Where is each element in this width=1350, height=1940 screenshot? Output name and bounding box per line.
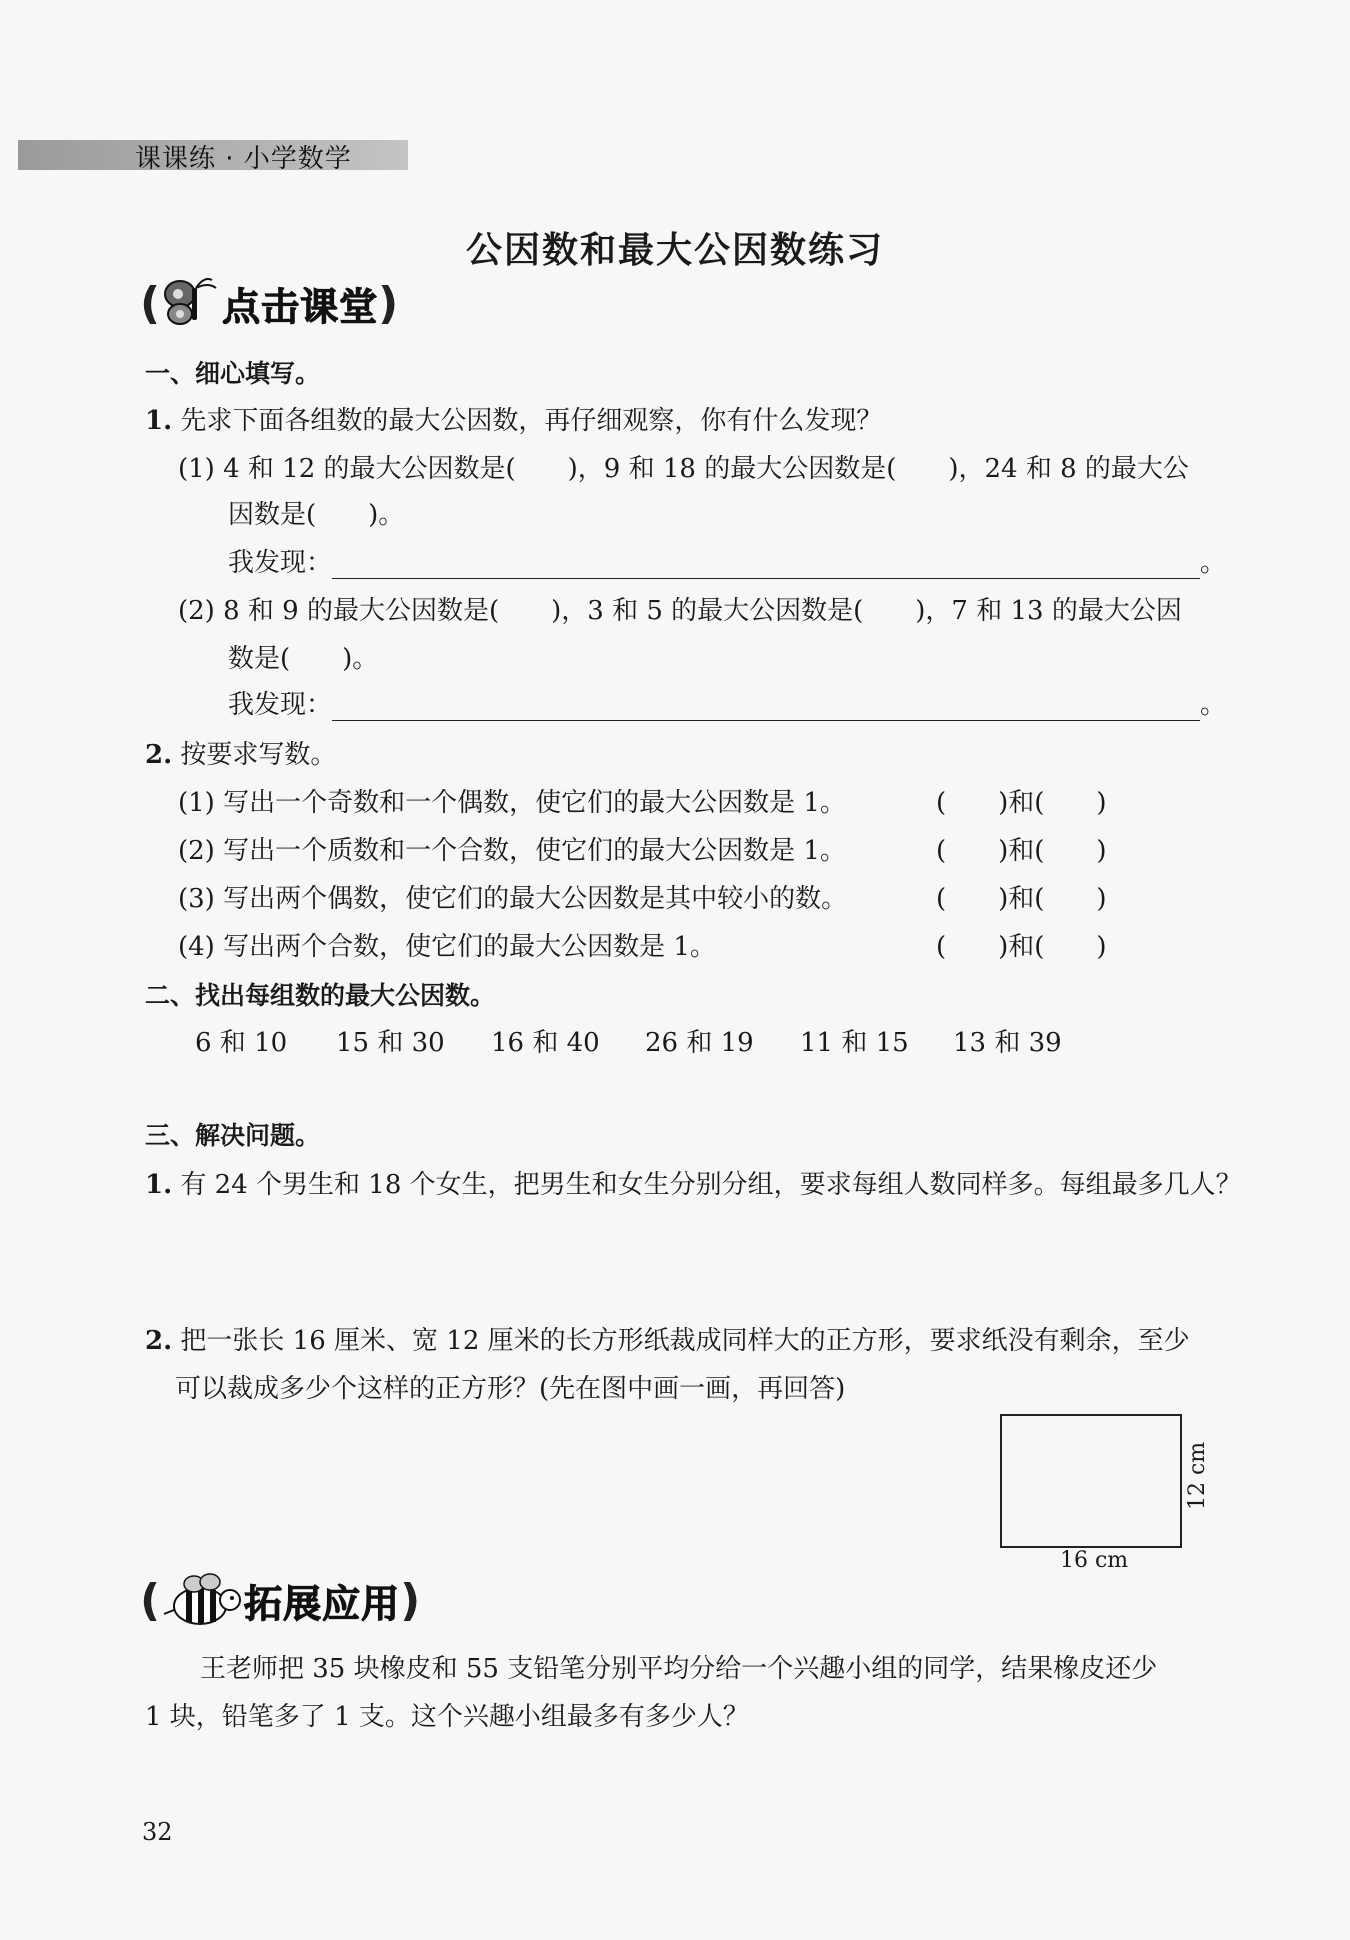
rect-width-label: 16 cm: [1060, 1548, 1129, 1573]
rect-height-label: 12 cm: [1185, 1441, 1210, 1510]
s1-q1-text: 先求下面各组数的最大公因数，再仔细观察，你有什么发现？: [180, 406, 883, 436]
s1-q1-p1-line1: (1) 4 和 12 的最大公因数是( )，9 和 18 的最大公因数是( )，24 和 8 的最大公: [178, 454, 1189, 484]
gcd-group: 13 和 39: [953, 1028, 1062, 1058]
gcd-group: 11 和 15: [800, 1028, 909, 1058]
s1-q2-item: (2) 写出一个质数和一个合数，使它们的最大公因数是 1。: [178, 836, 846, 866]
found-label: 我发现：: [228, 548, 333, 578]
s1-q1-p1-line2: 因数是( )。: [228, 500, 405, 530]
s1-q2-item: (4) 写出两个合数，使它们的最大公因数是 1。: [178, 932, 716, 962]
answer-line[interactable]: [332, 552, 1200, 579]
s3-q2-line2: 可以裁成多少个这样的正方形？(先在图中画一画，再回答): [175, 1374, 846, 1404]
banner-classroom: ( 点击课堂 ): [140, 272, 398, 334]
gcd-group: 6 和 10: [195, 1028, 288, 1058]
answer-line[interactable]: [332, 694, 1200, 721]
s3-q1-line: 1. 有 24 个男生和 18 个女生，把男生和女生分别分组，要求每组人数同样多。每组最多几人？: [145, 1170, 1242, 1200]
answer-pair[interactable]: ( )和( ): [936, 836, 1107, 866]
s1-q2-num: 2.: [145, 740, 173, 770]
s1-q1-p2-found: 我发现： 。: [228, 690, 1227, 720]
s3-q2-text: 把一张长 16 厘米、宽 12 厘米的长方形纸裁成同样大的正方形，要求纸没有剩余，至少: [180, 1326, 1190, 1356]
banner-extension-label: 拓展应用: [244, 1581, 401, 1626]
s1-q1-num: 1.: [145, 406, 173, 436]
s1-q1-p2-line1: (2) 8 和 9 的最大公因数是( )，3 和 5 的最大公因数是( )，7 和 13 的最大公因: [178, 596, 1182, 626]
rectangle-figure[interactable]: [1000, 1414, 1182, 1548]
banner-classroom-label: 点击课堂: [222, 284, 379, 329]
answer-pair[interactable]: ( )和( ): [936, 884, 1107, 914]
extension-line1: 王老师把 35 块橡皮和 55 支铅笔分别平均分给一个兴趣小组的同学，结果橡皮还少: [200, 1654, 1158, 1684]
header-text: 课课练 · 小学数学: [135, 144, 352, 174]
section3-heading: 三、解决问题。: [145, 1121, 321, 1150]
s1-q2-text: 按要求写数。: [180, 740, 337, 770]
s1-q1-p1-found: 我发现： 。: [228, 548, 1227, 578]
s1-q2-item: (1) 写出一个奇数和一个偶数，使它们的最大公因数是 1。: [178, 788, 846, 818]
gcd-group: 26 和 19: [645, 1028, 754, 1058]
section1-heading: 一、细心填写。: [145, 359, 321, 388]
answer-pair[interactable]: ( )和( ): [936, 788, 1107, 818]
bee-icon: [160, 1570, 244, 1630]
butterfly-icon: [160, 272, 222, 334]
s1-q2-item: (3) 写出两个偶数，使它们的最大公因数是其中较小的数。: [178, 884, 848, 914]
s1-q2-line: [145, 734, 336, 771]
section2-heading: 二、找出每组数的最大公因数。: [145, 981, 496, 1010]
s1-q1-line: [145, 400, 882, 437]
found-label: 我发现：: [228, 690, 333, 720]
s3-q1-text: 有 24 个男生和 18 个女生，把男生和女生分别分组，要求每组人数同样多。每组最多几人？: [180, 1170, 1242, 1200]
extension-line2: 1 块，铅笔多了 1 支。这个兴趣小组最多有多少人？: [145, 1702, 749, 1732]
page-title: 公因数和最大公因数练习: [465, 230, 884, 271]
gcd-group: 16 和 40: [491, 1028, 600, 1058]
s3-q2-line1: 2. 把一张长 16 厘米、宽 12 厘米的长方形纸裁成同样大的正方形，要求纸没有剩余，至少: [145, 1326, 1190, 1356]
banner-extension: ( 拓展应用 ): [140, 1570, 420, 1630]
s1-q1-p2-line2: 数是( )。: [228, 644, 379, 674]
gcd-group: 15 和 30: [336, 1028, 445, 1058]
answer-pair[interactable]: ( )和( ): [936, 932, 1107, 962]
page-number: 32: [142, 1818, 173, 1846]
